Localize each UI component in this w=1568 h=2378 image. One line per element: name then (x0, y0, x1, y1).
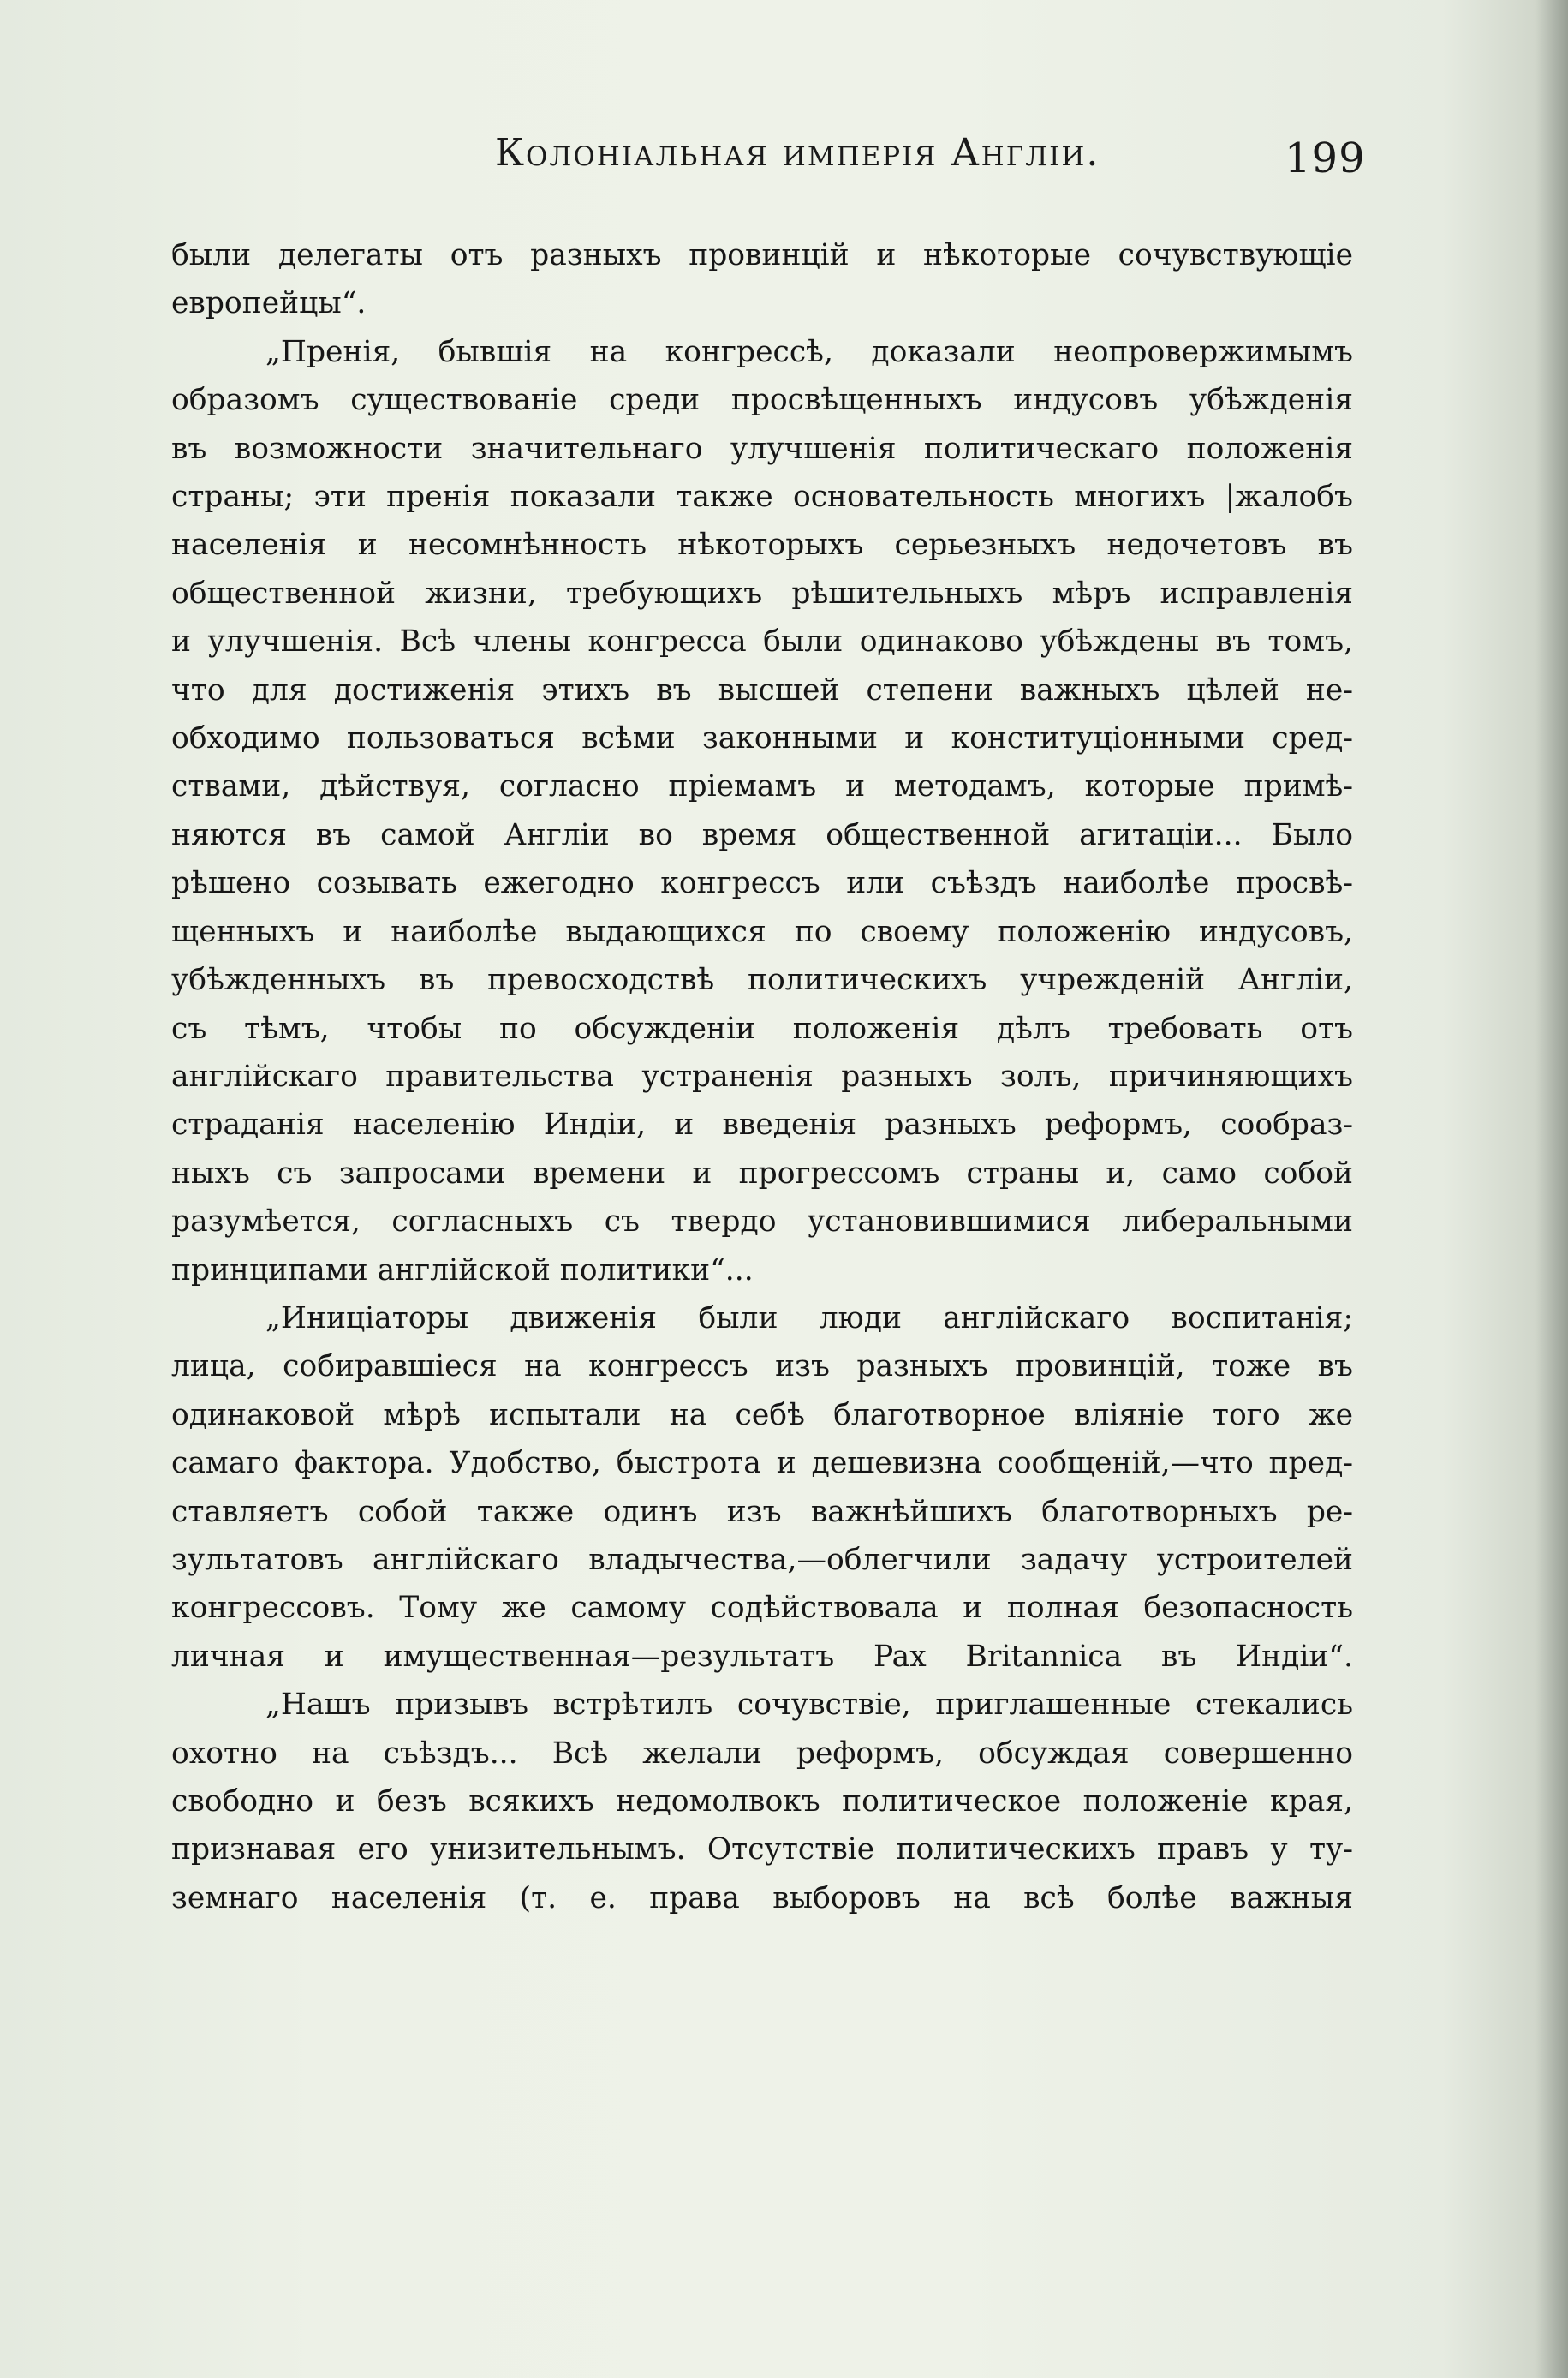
text-line: въ возможности значительнаго улучшенія политическаго положенія (171, 431, 1353, 466)
text-line: населенія и несомнѣнность нѣкоторыхъ серьезныхъ недочетовъ въ (171, 528, 1353, 563)
text-line: страны; эти пренія показали также основательность многихъ |жалобъ (171, 480, 1353, 515)
text-line: что для достиженія этихъ въ высшей степени важныхъ цѣлей не- (171, 672, 1353, 708)
text-line: щенныхъ и наиболѣе выдающихся по своему положенію индусовъ, (171, 914, 1353, 949)
body-text (171, 231, 1353, 1922)
text-line: общественной жизни, требующихъ рѣшительныхъ мѣръ исправленія (171, 576, 1353, 611)
page-header (171, 124, 1370, 193)
text-line: земнаго населенія (т. е. права выборовъ на всѣ болѣе важныя (171, 1880, 1353, 1915)
text-line: ствами, дѣйствуя, согласно пріемамъ и методамъ, которые примѣ- (171, 769, 1353, 804)
text-line: съ тѣмъ, чтобы по обсужденіи положенія дѣлъ требовать отъ (171, 1011, 1353, 1046)
text-line: ныхъ съ запросами времени и прогрессомъ страны и, само собой (171, 1156, 1353, 1191)
text-line: одинаковой мѣрѣ испытали на себѣ благотворное вліяніе того же (171, 1397, 1353, 1432)
text-line: ставляетъ собой также одинъ изъ важнѣйшихъ благотворныхъ ре- (171, 1494, 1353, 1529)
text-line: „Иниціаторы движенія были люди англійскаго воспитанія; (265, 1300, 1353, 1335)
text-line: англійскаго правительства устраненія разныхъ золъ, причиняющихъ (171, 1059, 1353, 1094)
text-line: охотно на съѣздъ... Всѣ желали реформъ, обсуждая совершенно (171, 1736, 1353, 1771)
text-line: разумѣется, согласныхъ съ твердо установившимися либеральными (171, 1204, 1353, 1240)
page-edge-shadow (1535, 0, 1568, 2378)
text-line: няются въ самой Англіи во время общественной агитаціи... Было (171, 817, 1353, 852)
text-line: были делегаты отъ разныхъ провинцій и нѣкоторые сочувствующіе (171, 238, 1353, 272)
text-line: „Пренія, бывшія на конгрессѣ, доказали неопровержимымъ (265, 334, 1353, 369)
text-line: „Нашъ призывъ встрѣтилъ сочувствіе, приглашенные стекались (265, 1688, 1353, 1723)
text-line: личная и имущественная—результатъ Pax Britannica въ Индіи“. (171, 1639, 1353, 1674)
text-line: свободно и безъ всякихъ недомолвокъ политическое положеніе края, (171, 1784, 1353, 1819)
text-line: европейцы“. (171, 286, 367, 321)
text-line: убѣжденныхъ въ превосходствѣ политическихъ учрежденій Англіи, (171, 963, 1353, 998)
text-line: зультатовъ англійскаго владычества,—облегчили задачу устроителей (171, 1542, 1353, 1577)
text-line: лица, собиравшіеся на конгрессъ изъ разныхъ провинцій, тоже въ (171, 1349, 1353, 1384)
text-line: рѣшено созывать ежегодно конгрессъ или съѣздъ наиболѣе просвѣ- (171, 866, 1353, 901)
text-line: и улучшенія. Всѣ члены конгресса были одинаково убѣждены въ томъ, (171, 624, 1353, 660)
text-line: принципами англійской политики“... (171, 1252, 754, 1288)
page-number: 199 (1285, 134, 1366, 182)
text-line: обходимо пользоваться всѣми законными и конституціонными сред- (171, 721, 1353, 756)
text-line: самаго фактора. Удобство, быстрота и дешевизна сообщеній,—что пред- (171, 1446, 1353, 1481)
text-line: образомъ существованіе среди просвѣщенныхъ индусовъ убѣжденія (171, 383, 1353, 418)
text-line: страданія населенію Индіи, и введенія разныхъ реформъ, сообраз- (171, 1108, 1353, 1143)
running-head: Колоніальная имперія Англіи. (495, 131, 1100, 175)
text-line: признавая его унизительнымъ. Отсутствіе политическихъ правъ у ту- (171, 1832, 1353, 1867)
text-line: конгрессовъ. Тому же самому содѣйствовала и полная безопасность (171, 1591, 1353, 1626)
